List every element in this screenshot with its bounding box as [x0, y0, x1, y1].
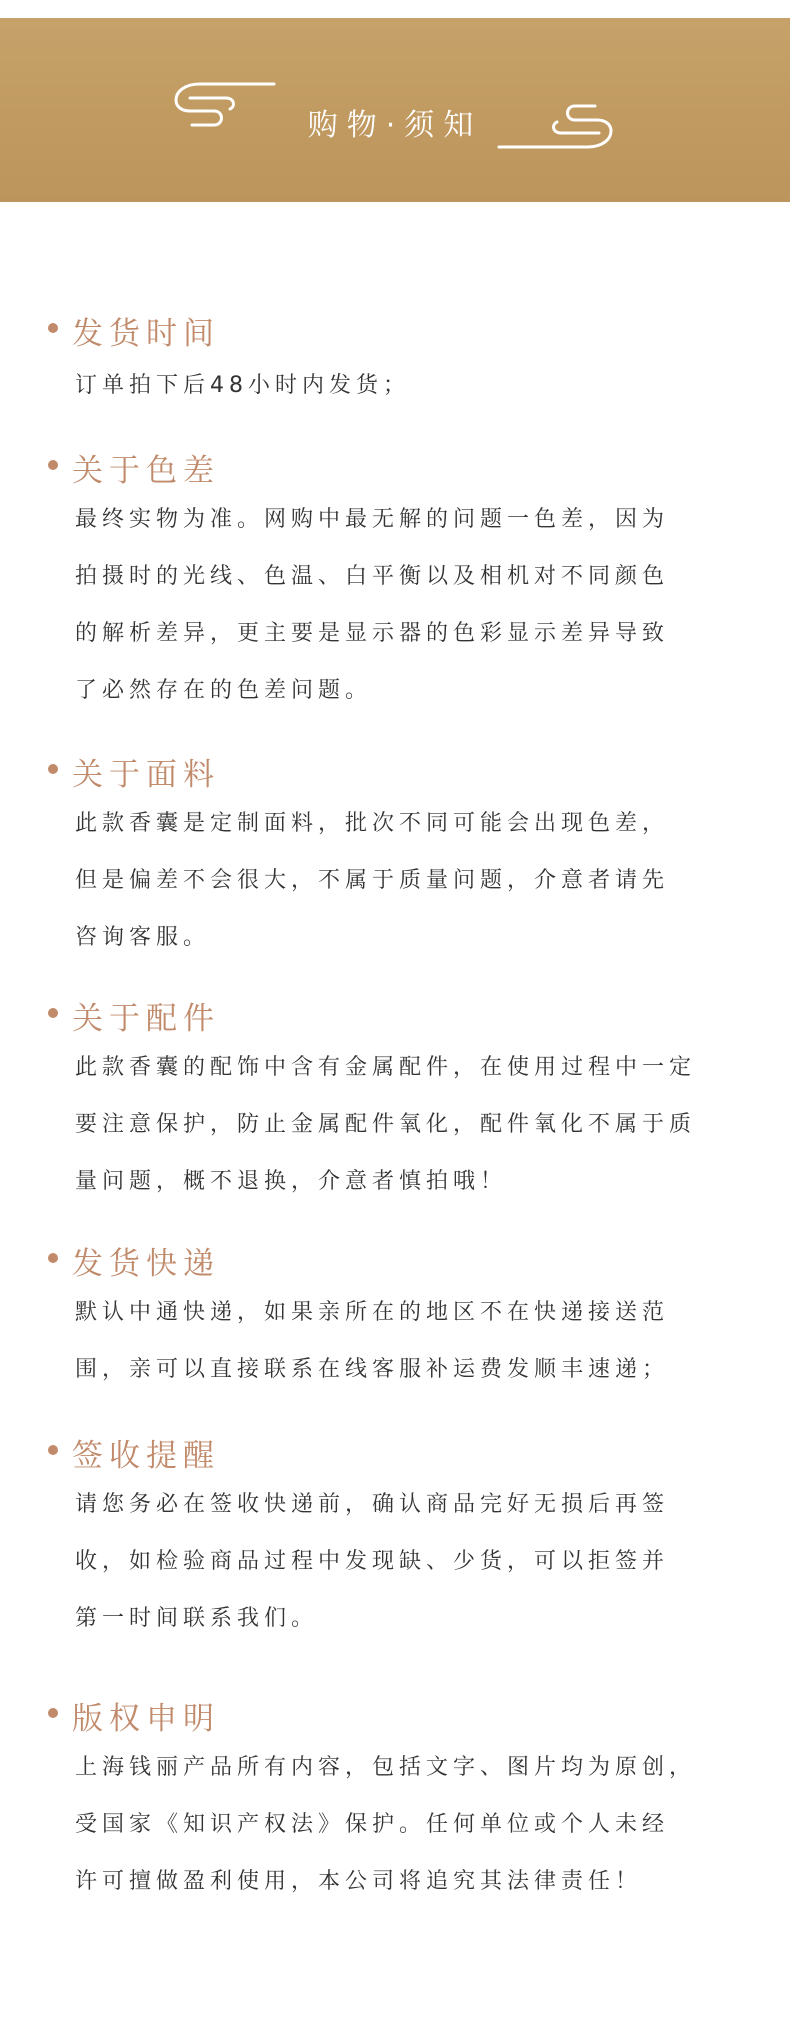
body-line: 此款香囊的配饰中含有金属配件，在使用过程中一定 — [75, 1055, 697, 1080]
bullet-icon — [48, 460, 58, 470]
section-heading: 关于配件 — [72, 1001, 220, 1037]
bullet-icon — [48, 323, 58, 333]
body-line: 最终实物为准。网购中最无解的问题一色差，因为 — [75, 507, 670, 532]
section-heading: 签收提醒 — [72, 1438, 220, 1474]
body-line: 请您务必在签收快递前，确认商品完好无损后再签 — [75, 1492, 670, 1517]
section-heading: 发货时间 — [72, 316, 220, 352]
body-line: 的解析差异，更主要是显示器的色彩显示差异导致 — [75, 621, 670, 646]
body-line: 受国家《知识产权法》保护。任何单位或个人未经 — [75, 1812, 670, 1837]
body-line: 收，如检验商品过程中发现缺、少货，可以拒签并 — [75, 1549, 670, 1574]
body-line: 订单拍下后48小时内发货； — [75, 373, 410, 398]
banner-title: 购物·须知 — [307, 108, 483, 143]
section-heading: 版权申明 — [72, 1701, 220, 1737]
bullet-icon — [48, 1008, 58, 1018]
body-line: 咨询客服。 — [75, 925, 211, 950]
section-heading: 关于色差 — [72, 453, 220, 489]
section-heading: 发货快递 — [72, 1246, 220, 1282]
body-line: 许可擅做盈利使用，本公司将追究其法律责任！ — [75, 1869, 643, 1894]
body-line: 量问题，概不退换，介意者慎拍哦！ — [75, 1169, 508, 1194]
bullet-icon — [48, 1253, 58, 1263]
cloud-ornament-right-icon — [495, 93, 620, 153]
body-line: 第一时间联系我们。 — [75, 1606, 319, 1631]
notice-banner — [0, 18, 790, 202]
bullet-icon — [48, 1445, 58, 1455]
body-line: 但是偏差不会很大，不属于质量问题，介意者请先 — [75, 868, 670, 893]
section-heading: 关于面料 — [72, 757, 220, 793]
body-line: 上海钱丽产品所有内容，包括文字、图片均为原创， — [75, 1755, 697, 1780]
body-line: 拍摄时的光线、色温、白平衡以及相机对不同颜色 — [75, 564, 670, 589]
body-line: 默认中通快递，如果亲所在的地区不在快递接送范 — [75, 1300, 670, 1325]
body-line: 了必然存在的色差问题。 — [75, 678, 373, 703]
bullet-icon — [48, 764, 58, 774]
body-line: 要注意保护，防止金属配件氧化，配件氧化不属于质 — [75, 1112, 697, 1137]
body-line: 围，亲可以直接联系在线客服补运费发顺丰速递； — [75, 1357, 670, 1382]
bullet-icon — [48, 1708, 58, 1718]
body-line: 此款香囊是定制面料，批次不同可能会出现色差， — [75, 811, 670, 836]
